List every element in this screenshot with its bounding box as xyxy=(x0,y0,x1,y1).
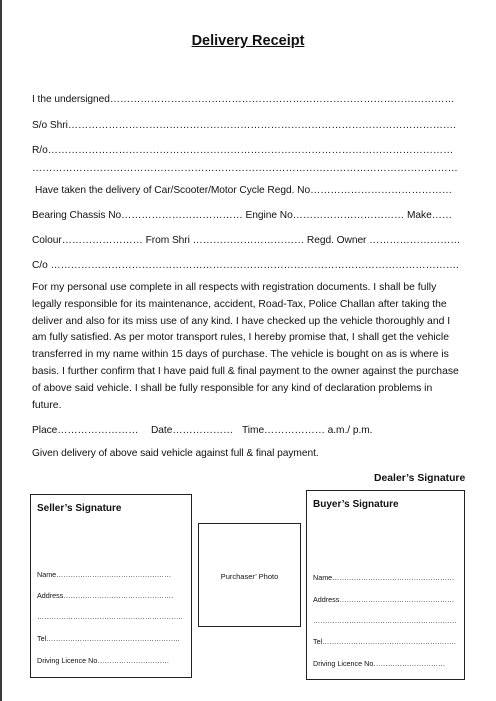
buyer-name-field: Name…………………………………………… xyxy=(313,573,455,582)
resident-of-line: R/o………………………………………………………………………………………………………… xyxy=(32,145,454,156)
buyer-licence-field: Driving Licence No………………………… xyxy=(313,659,446,668)
declaration-paragraph: For my personal use complete in all respects with registration documents. I shall be fully legally responsible for its maintenance, accident, Road-Tax, Police Challan after taking the deliver and also for its miss use of any kind. I have checked up the vehicle thoroughly and I am fully satisfied. As per motor transport rules, I hereby promise that, I shall get the vehicle transferred in my name within 15 days of purchase. The vehicle is bought on as is where is basis. I further confirm that I have paid full & final payment to the owner against the purchase of above said vehicle. I shall be fully responsible for any kind of declaration problems in future. xyxy=(32,282,459,411)
seller-address-field: Address………………………………………. xyxy=(37,591,174,600)
buyer-address-field: Address………………………………………… xyxy=(313,595,455,604)
purchaser-photo-box xyxy=(198,523,301,627)
buyer-tel-field: Tel……………………………………………….. xyxy=(313,637,456,646)
son-of-line: S/o Shri……………………………………………………………………………………………………. xyxy=(32,120,456,131)
blank-dotted-line: ……………………………………………………………………………………………………………… xyxy=(32,163,458,174)
seller-licence-field: Driving Licence No………………………… xyxy=(37,656,170,665)
time-field: Time……………… a.m./ p.m. xyxy=(242,425,373,436)
document-title: Delivery Receipt xyxy=(191,33,305,49)
seller-signature-heading: Seller’s Signature xyxy=(37,503,122,514)
seller-address-continued: ……………………………………………………. xyxy=(37,612,183,621)
given-delivery-line: Given delivery of above said vehicle against full & final payment. xyxy=(32,448,319,459)
seller-tel-field: Tel……………………………………………….. xyxy=(37,634,180,643)
taken-delivery-line: Have taken the delivery of Car/Scooter/Motor Cycle Regd. No…………………………………… xyxy=(35,185,452,196)
colour-owner-line: Colour…………………… From Shri …………………………… Regd. Owner ……………………… xyxy=(32,235,461,246)
chassis-engine-make-line: Bearing Chassis No……………………………… Engine No…………………………… Make…… xyxy=(32,210,452,221)
page-left-edge xyxy=(0,0,2,701)
care-of-line: C/o …………………………………………………………………………………………………………. xyxy=(32,260,459,271)
seller-name-field: Name………………………………………… xyxy=(37,570,172,579)
buyer-address-continued: …………………………………………………… xyxy=(313,616,457,625)
seller-signature-box xyxy=(30,494,192,678)
buyer-signature-box xyxy=(306,490,465,680)
date-field: Date……………… xyxy=(151,425,234,436)
purchaser-photo-label: Purchaser’ Photo xyxy=(220,572,279,581)
buyer-signature-heading: Buyer’s Signature xyxy=(313,499,399,510)
dealer-signature-label: Dealer’s Signature xyxy=(374,473,466,484)
undersigned-line: I the undersigned………………………………………………………………………………………… xyxy=(32,94,455,105)
place-field: Place…………………… xyxy=(32,425,139,436)
